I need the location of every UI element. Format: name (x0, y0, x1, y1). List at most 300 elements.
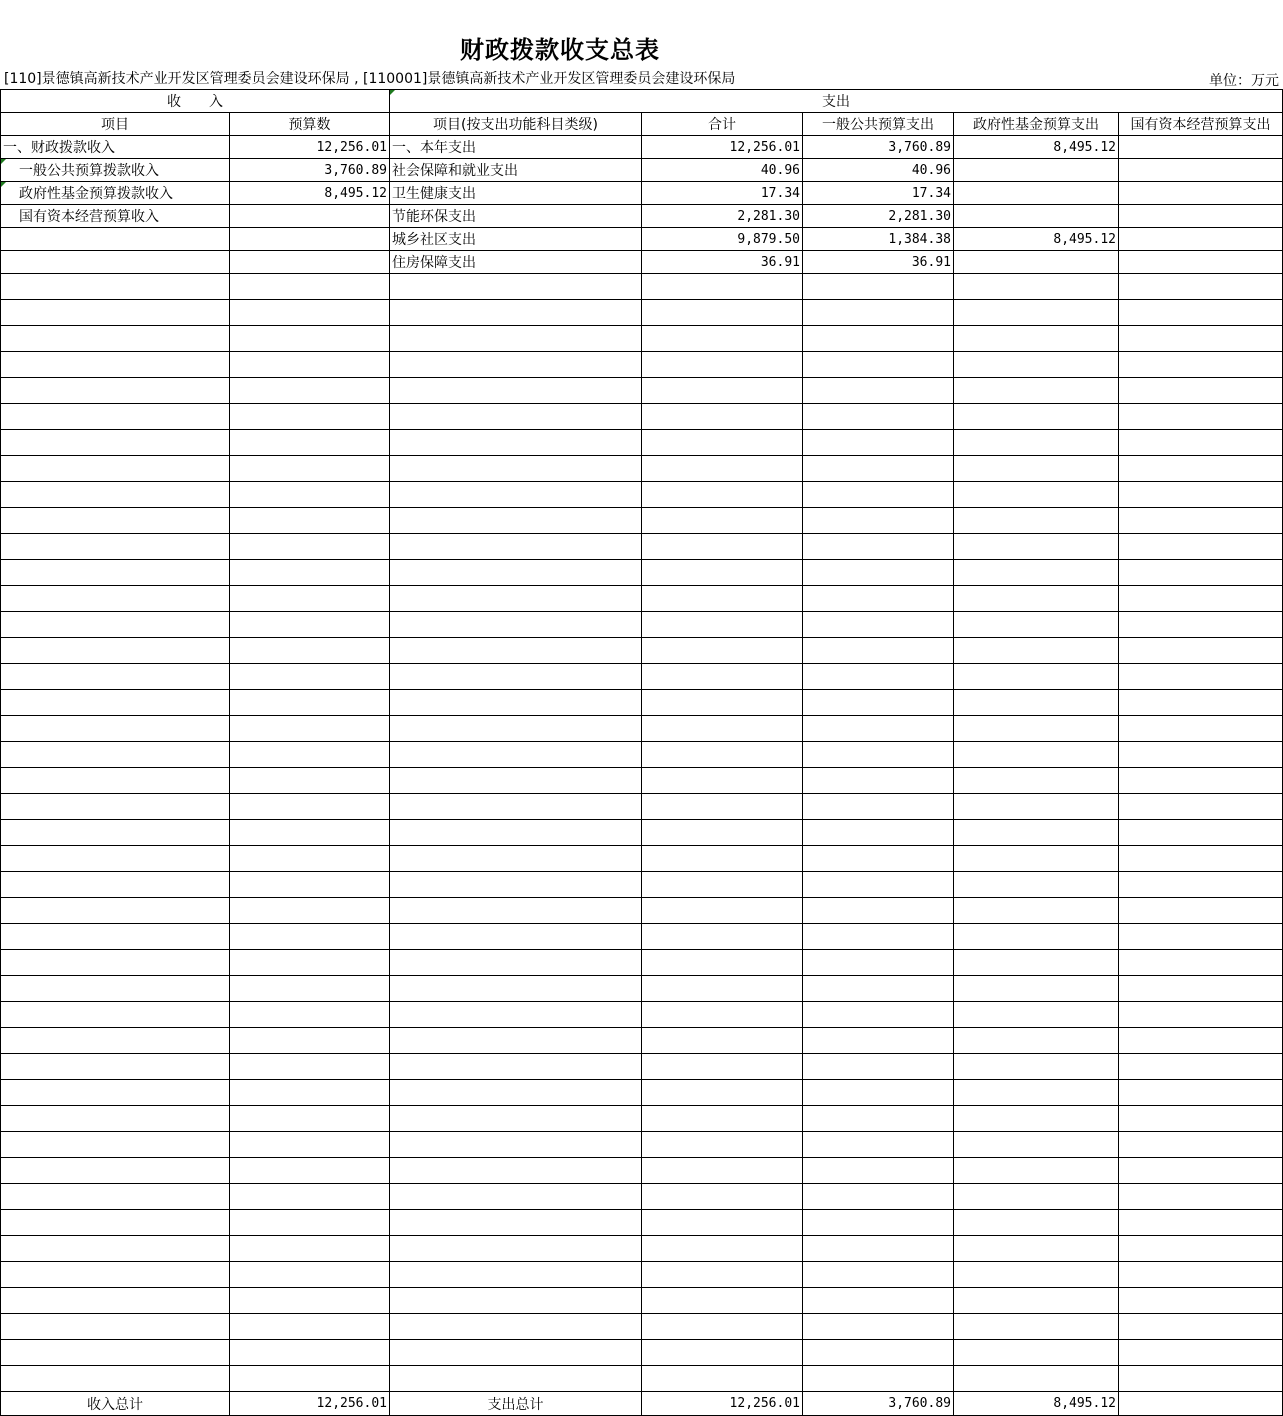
expense-item-cell (390, 690, 642, 716)
expense-state-cell (1119, 1210, 1283, 1236)
expense-state-cell (1119, 664, 1283, 690)
income-amount-cell (230, 638, 390, 664)
table-row (1, 274, 1283, 300)
expense-general-cell (803, 404, 954, 430)
table-row (1, 742, 1283, 768)
table-row (1, 1210, 1283, 1236)
expense-fund-cell (954, 664, 1119, 690)
expense-state-cell (1119, 742, 1283, 768)
income-group-header: 收 入 (1, 90, 390, 113)
income-item-cell (1, 612, 230, 638)
expense-general-cell (803, 664, 954, 690)
expense-total-fund: 8,495.12 (954, 1392, 1119, 1416)
expense-total-cell (642, 768, 803, 794)
expense-total-cell (642, 534, 803, 560)
expense-state-cell (1119, 482, 1283, 508)
expense-total-state (1119, 1392, 1283, 1416)
expense-item-cell (390, 1340, 642, 1366)
expense-fund-cell (954, 1028, 1119, 1054)
table-row (1, 456, 1283, 482)
income-amount-cell (230, 1080, 390, 1106)
expense-item-cell (390, 664, 642, 690)
expense-general-cell (803, 638, 954, 664)
income-amount-cell (230, 1314, 390, 1340)
expense-fund-cell (954, 482, 1119, 508)
table-row (1, 378, 1283, 404)
income-item-cell (1, 742, 230, 768)
income-item-cell (1, 1158, 230, 1184)
expense-fund-cell (954, 1054, 1119, 1080)
income-amount-cell (230, 742, 390, 768)
expense-general-cell (803, 1002, 954, 1028)
expense-general-cell (803, 586, 954, 612)
expense-general-cell (803, 1340, 954, 1366)
expense-fund-cell (954, 1184, 1119, 1210)
income-item-cell (1, 251, 230, 274)
expense-fund-cell (954, 534, 1119, 560)
expense-item-cell: 一、本年支出 (390, 136, 642, 159)
expense-total-cell (642, 404, 803, 430)
expense-state-cell (1119, 716, 1283, 742)
income-item-cell (1, 716, 230, 742)
expense-item-cell (390, 976, 642, 1002)
expense-general-cell (803, 1054, 954, 1080)
table-row (1, 976, 1283, 1002)
income-item-cell (1, 1262, 230, 1288)
income-amount-cell (230, 924, 390, 950)
unit-subtitle: [110]景德镇高新技术产业开发区管理委员会建设环保局 , [110001]景德镇高新技术产业开发区管理委员会建设环保局 (4, 71, 736, 87)
income-item-cell (1, 1002, 230, 1028)
income-item-cell (1, 664, 230, 690)
income-total-amount: 12,256.01 (230, 1392, 390, 1416)
income-item-cell (1, 456, 230, 482)
expense-total-cell (642, 456, 803, 482)
expense-total-cell (642, 1028, 803, 1054)
expense-general-cell: 3,760.89 (803, 136, 954, 159)
income-item-cell (1, 1210, 230, 1236)
income-amount-cell (230, 950, 390, 976)
table-row (1, 1002, 1283, 1028)
expense-total-cell (642, 586, 803, 612)
expense-item-cell (390, 898, 642, 924)
income-item-cell (1, 352, 230, 378)
expense-fund-cell (954, 1340, 1119, 1366)
col-expense-item-header: 项目(按支出功能科目类级) (390, 113, 642, 136)
expense-item-cell (390, 1366, 642, 1392)
income-item-cell (1, 846, 230, 872)
expense-item-cell (390, 1210, 642, 1236)
table-body (1, 136, 1283, 1392)
table-row (1, 1080, 1283, 1106)
expense-fund-cell (954, 872, 1119, 898)
income-amount-cell (230, 482, 390, 508)
col-budget-header: 预算数 (230, 113, 390, 136)
col-item-header: 项目 (1, 113, 230, 136)
expense-item-cell (390, 1054, 642, 1080)
income-item-cell (1, 274, 230, 300)
table-row (1, 159, 1283, 182)
income-item-cell (1, 326, 230, 352)
expense-item-cell (390, 482, 642, 508)
expense-item-cell (390, 586, 642, 612)
income-amount-cell (230, 1236, 390, 1262)
expense-total-cell (642, 508, 803, 534)
expense-total-cell (642, 898, 803, 924)
income-amount-cell (230, 205, 390, 228)
expense-item-cell (390, 534, 642, 560)
expense-state-cell (1119, 794, 1283, 820)
income-amount-cell (230, 274, 390, 300)
expense-total-cell (642, 300, 803, 326)
expense-general-cell (803, 1210, 954, 1236)
expense-total-cell (642, 612, 803, 638)
expense-state-cell (1119, 1028, 1283, 1054)
table-row (1, 612, 1283, 638)
expense-fund-cell (954, 456, 1119, 482)
income-amount-cell (230, 404, 390, 430)
expense-total-cell (642, 638, 803, 664)
expense-total-cell (642, 1132, 803, 1158)
expense-general-cell (803, 352, 954, 378)
expense-fund-cell (954, 1262, 1119, 1288)
expense-state-cell (1119, 1236, 1283, 1262)
income-item-cell (1, 820, 230, 846)
income-item-cell: 国有资本经营预算收入 (1, 205, 230, 228)
income-total-label: 收入总计 (1, 1392, 230, 1416)
expense-general-cell (803, 690, 954, 716)
expense-fund-cell (954, 1080, 1119, 1106)
expense-item-cell (390, 950, 642, 976)
expense-general-cell: 17.34 (803, 182, 954, 205)
income-item-cell (1, 1314, 230, 1340)
expense-item-cell (390, 872, 642, 898)
income-amount-cell (230, 1184, 390, 1210)
income-item-cell (1, 768, 230, 794)
income-item-cell (1, 228, 230, 251)
table-row (1, 1106, 1283, 1132)
expense-item-cell (390, 716, 642, 742)
table-row (1, 872, 1283, 898)
header-column-row (1, 113, 1283, 136)
income-item-cell (1, 1080, 230, 1106)
expense-general-cell (803, 1132, 954, 1158)
expense-fund-cell (954, 950, 1119, 976)
expense-group-header: 支出 (390, 90, 1283, 113)
col-general-header: 一般公共预算支出 (803, 113, 954, 136)
expense-state-cell (1119, 950, 1283, 976)
expense-item-cell (390, 352, 642, 378)
expense-state-cell (1119, 352, 1283, 378)
income-amount-cell (230, 1262, 390, 1288)
col-state-header: 国有资本经营预算支出 (1119, 113, 1283, 136)
expense-total-cell (642, 924, 803, 950)
income-amount-cell (230, 612, 390, 638)
table-row (1, 846, 1283, 872)
expense-item-cell (390, 1314, 642, 1340)
income-amount-cell: 3,760.89 (230, 159, 390, 182)
expense-state-cell (1119, 1158, 1283, 1184)
expense-total-cell: 9,879.50 (642, 228, 803, 251)
unit-label: 单位：万元 (1209, 73, 1279, 89)
expense-item-cell (390, 638, 642, 664)
expense-fund-cell (954, 716, 1119, 742)
expense-general-cell: 40.96 (803, 159, 954, 182)
expense-item-cell (390, 768, 642, 794)
expense-general-cell (803, 430, 954, 456)
expense-total-cell (642, 950, 803, 976)
table-row (1, 1236, 1283, 1262)
expense-total-cell (642, 560, 803, 586)
expense-total-cell: 17.34 (642, 182, 803, 205)
expense-general-cell (803, 742, 954, 768)
table-row (1, 1158, 1283, 1184)
expense-total-cell (642, 976, 803, 1002)
table-row (1, 482, 1283, 508)
expense-fund-cell: 8,495.12 (954, 136, 1119, 159)
income-amount-cell (230, 228, 390, 251)
expense-state-cell (1119, 872, 1283, 898)
income-item-cell (1, 1366, 230, 1392)
expense-state-cell (1119, 1366, 1283, 1392)
table-row (1, 430, 1283, 456)
table-row (1, 1288, 1283, 1314)
income-amount-cell (230, 534, 390, 560)
income-amount-cell (230, 560, 390, 586)
expense-item-cell (390, 820, 642, 846)
expense-state-cell (1119, 1054, 1283, 1080)
table-row (1, 1314, 1283, 1340)
income-item-cell (1, 1106, 230, 1132)
expense-total-cell (642, 1002, 803, 1028)
expense-fund-cell (954, 1158, 1119, 1184)
table-row (1, 664, 1283, 690)
expense-general-cell (803, 274, 954, 300)
expense-fund-cell (954, 1106, 1119, 1132)
expense-state-cell (1119, 820, 1283, 846)
expense-fund-cell (954, 638, 1119, 664)
table-row (1, 586, 1283, 612)
income-amount-cell (230, 976, 390, 1002)
expense-item-cell (390, 1262, 642, 1288)
expense-fund-cell (954, 1210, 1119, 1236)
expense-total-cell (642, 1236, 803, 1262)
income-item-cell (1, 534, 230, 560)
expense-total-cell (642, 352, 803, 378)
budget-table (0, 89, 1283, 1416)
expense-state-cell (1119, 976, 1283, 1002)
expense-state-cell (1119, 1132, 1283, 1158)
expense-item-cell (390, 1236, 642, 1262)
expense-item-cell (390, 300, 642, 326)
expense-total-cell (642, 378, 803, 404)
table-row (1, 352, 1283, 378)
income-amount-cell (230, 1210, 390, 1236)
expense-fund-cell (954, 251, 1119, 274)
expense-state-cell (1119, 534, 1283, 560)
income-item-cell (1, 586, 230, 612)
expense-state-cell (1119, 136, 1283, 159)
expense-total-cell (642, 1288, 803, 1314)
expense-state-cell (1119, 586, 1283, 612)
expense-general-cell (803, 768, 954, 794)
expense-item-cell (390, 1028, 642, 1054)
expense-item-cell (390, 456, 642, 482)
expense-fund-cell (954, 898, 1119, 924)
expense-general-cell (803, 1366, 954, 1392)
table-row (1, 768, 1283, 794)
expense-fund-cell (954, 924, 1119, 950)
income-amount-cell (230, 1054, 390, 1080)
expense-general-cell (803, 612, 954, 638)
expense-item-cell (390, 326, 642, 352)
table-row (1, 326, 1283, 352)
expense-general-cell: 36.91 (803, 251, 954, 274)
expense-general-cell (803, 1028, 954, 1054)
expense-general-cell (803, 794, 954, 820)
expense-state-cell (1119, 228, 1283, 251)
expense-state-cell (1119, 898, 1283, 924)
col-fund-header: 政府性基金预算支出 (954, 113, 1119, 136)
income-item-cell (1, 794, 230, 820)
expense-fund-cell (954, 742, 1119, 768)
expense-item-cell (390, 1080, 642, 1106)
expense-state-cell (1119, 159, 1283, 182)
table-row (1, 228, 1283, 251)
expense-state-cell (1119, 768, 1283, 794)
table-row (1, 205, 1283, 228)
expense-fund-cell (954, 182, 1119, 205)
income-item-cell (1, 430, 230, 456)
expense-item-cell (390, 1002, 642, 1028)
income-amount-cell (230, 1158, 390, 1184)
expense-item-cell: 住房保障支出 (390, 251, 642, 274)
expense-item-cell (390, 1184, 642, 1210)
expense-total-cell (642, 716, 803, 742)
expense-state-cell (1119, 456, 1283, 482)
expense-fund-cell (954, 1314, 1119, 1340)
income-amount-cell (230, 690, 390, 716)
income-item-cell (1, 560, 230, 586)
expense-state-cell (1119, 846, 1283, 872)
expense-total-cell (642, 1054, 803, 1080)
expense-total-cell (642, 872, 803, 898)
income-amount-cell (230, 456, 390, 482)
expense-item-cell (390, 794, 642, 820)
expense-fund-cell (954, 612, 1119, 638)
table-row (1, 1054, 1283, 1080)
expense-general-cell (803, 534, 954, 560)
expense-state-cell (1119, 1314, 1283, 1340)
income-amount-cell (230, 1002, 390, 1028)
expense-general-cell (803, 976, 954, 1002)
income-item-cell (1, 924, 230, 950)
income-amount-cell (230, 326, 390, 352)
expense-general-cell: 2,281.30 (803, 205, 954, 228)
expense-total-cell (642, 1314, 803, 1340)
expense-general-cell (803, 924, 954, 950)
expense-fund-cell (954, 274, 1119, 300)
expense-fund-cell (954, 1288, 1119, 1314)
expense-state-cell (1119, 404, 1283, 430)
income-item-cell (1, 872, 230, 898)
expense-fund-cell (954, 560, 1119, 586)
expense-state-cell (1119, 690, 1283, 716)
expense-state-cell (1119, 924, 1283, 950)
income-amount-cell (230, 378, 390, 404)
expense-general-cell (803, 1080, 954, 1106)
expense-state-cell (1119, 638, 1283, 664)
expense-fund-cell (954, 352, 1119, 378)
expense-general-cell (803, 716, 954, 742)
income-item-cell: 一般公共预算拨款收入 (1, 159, 230, 182)
expense-item-cell (390, 508, 642, 534)
expense-state-cell (1119, 612, 1283, 638)
income-amount-cell (230, 1288, 390, 1314)
expense-state-cell (1119, 1288, 1283, 1314)
table-row (1, 1028, 1283, 1054)
expense-general-cell (803, 508, 954, 534)
expense-total-cell (642, 1340, 803, 1366)
income-item-cell (1, 638, 230, 664)
income-amount-cell (230, 716, 390, 742)
table-row (1, 820, 1283, 846)
expense-total-cell (642, 690, 803, 716)
col-total-header: 合计 (642, 113, 803, 136)
table-row (1, 1184, 1283, 1210)
income-item-cell (1, 1184, 230, 1210)
expense-total-cell: 40.96 (642, 159, 803, 182)
income-amount-cell (230, 820, 390, 846)
expense-general-cell (803, 1158, 954, 1184)
income-item-cell (1, 508, 230, 534)
income-amount-cell: 8,495.12 (230, 182, 390, 205)
header-group-row (1, 90, 1283, 113)
expense-state-cell (1119, 1262, 1283, 1288)
income-item-cell (1, 300, 230, 326)
expense-general-cell (803, 456, 954, 482)
expense-general-cell (803, 1288, 954, 1314)
table-row (1, 898, 1283, 924)
expense-general-cell (803, 482, 954, 508)
table-row (1, 508, 1283, 534)
expense-total-cell (642, 274, 803, 300)
table-row (1, 251, 1283, 274)
expense-fund-cell (954, 1132, 1119, 1158)
table-row (1, 1340, 1283, 1366)
expense-total-cell (642, 326, 803, 352)
expense-state-cell (1119, 1340, 1283, 1366)
income-item-cell (1, 1054, 230, 1080)
income-item-cell (1, 1340, 230, 1366)
expense-state-cell (1119, 1002, 1283, 1028)
expense-total-cell (642, 430, 803, 456)
income-item-cell (1, 482, 230, 508)
expense-total-cell: 36.91 (642, 251, 803, 274)
expense-fund-cell (954, 794, 1119, 820)
expense-total-cell (642, 820, 803, 846)
expense-state-cell (1119, 560, 1283, 586)
expense-total-cell: 2,281.30 (642, 205, 803, 228)
table-row (1, 182, 1283, 205)
income-item-cell (1, 378, 230, 404)
expense-item-cell (390, 924, 642, 950)
income-amount-cell (230, 352, 390, 378)
expense-fund-cell (954, 300, 1119, 326)
table-row (1, 638, 1283, 664)
income-item-cell (1, 404, 230, 430)
income-item-cell (1, 1028, 230, 1054)
expense-total-cell: 12,256.01 (642, 136, 803, 159)
